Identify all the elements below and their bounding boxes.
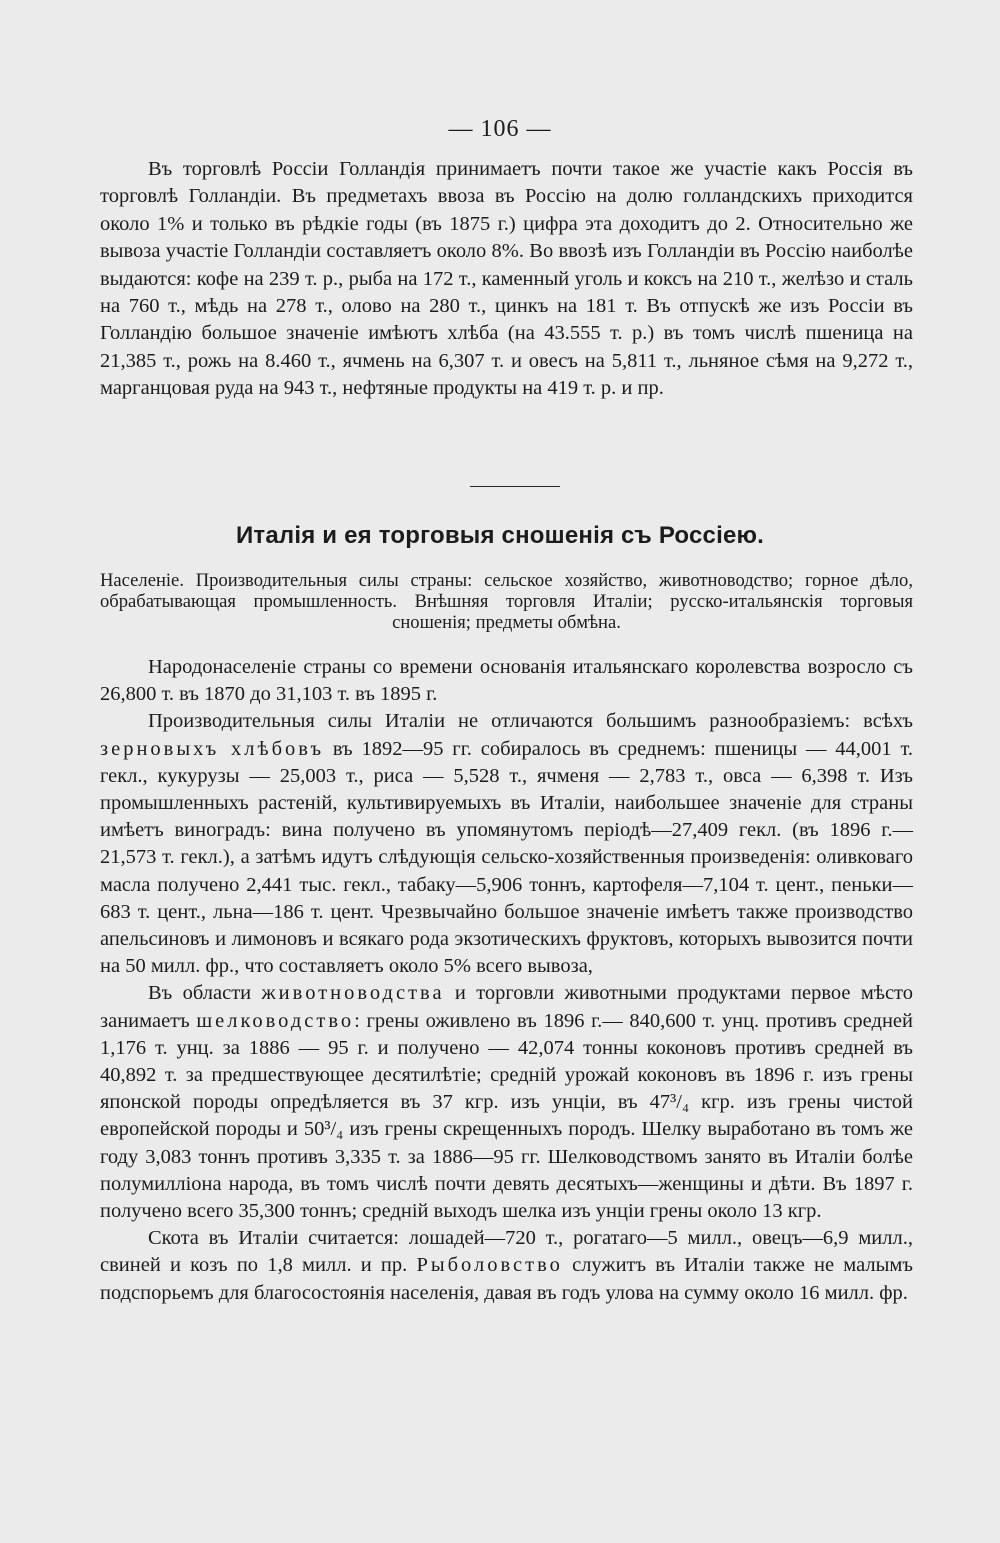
cattle-paragraph	[100, 1225, 913, 1307]
livestock-paragraph	[100, 980, 913, 1225]
cattle-text-a: Скота въ Италіи считается: лошадей—720 т., рогатаго—5 милл., овецъ—6,9 милл., свиней и козъ по 1,8 милл. и пр.	[100, 1227, 913, 1277]
cattle-text-b: служитъ въ Италіи также не малымъ подспорьемъ для благосостоянія населенія, давая въ годъ улова на сумму около 16 милл. фр.	[100, 1254, 913, 1304]
section-title: Италія и ея торговыя сношенія съ Россіею.	[235, 522, 765, 549]
agriculture-text-b: въ 1892—95 гг. собиралось въ среднемъ: пшеницы — 44,001 т. гекл., кукурузы — 25,003 т., риса — 5,528 т., ячменя — 2,783 т., овса — 6,398 т. Изъ промышленныхъ растеній, культивируемыхъ въ Италіи, наибольшее значеніе для страны имѣетъ виноградъ: вина получено въ упомянутомъ періодѣ—27,409 гекл. (въ 1896 г.—21,573 т. гекл.), а затѣмъ идутъ слѣдующія сельско-хозяйственныя произведенія: оливковаго масла получено 2,441 тыс. гекл., табаку—5,906 тоннъ, картофеля—7,104 т. цент., пеньки—683 т. цент., льна—186 т. цент. Чрезвычайно большое значеніе имѣетъ также производство апельсиновъ и лимоновъ и всякаго рода экзотическихъ фруктовъ, которыхъ вывозится почти на 50 милл. фр., что составляетъ около 5% всего вывоза,	[100, 737, 913, 978]
agriculture-spaced-term: зерновыхъ хлѣбовъ	[100, 737, 325, 760]
agriculture-text-a: Производительныя силы Италіи не отличаются большимъ разнообразіемъ: всѣхъ	[148, 710, 913, 733]
intro-block	[100, 156, 913, 403]
cattle-spaced-term: Рыболовство	[416, 1254, 563, 1277]
page-number: — 106 —	[448, 116, 552, 142]
livestock-text-a: Въ области	[148, 982, 262, 1005]
livestock-spaced-term-1: животноводства	[261, 982, 445, 1005]
livestock-text-c: : грены оживлено въ 1896 г.— 840,600 т. унц. противъ средней 1,176 т. унц. за 1886 — 95 г. и получено — 42,074 тонны коконовъ противъ средней въ 40,892 т. за предшествующее десятилѣтіе; средній урожай коконовъ въ 1896 г. изъ грены японской породы опредѣляется въ 37 кгр. изъ унціи, въ 47³/₄ кгр. изъ грены чистой европейской породы и 50³/₄ изъ грены скрещенныхъ породъ. Шелку выработано въ томъ же году 3,083 тоннъ противъ 3,335 т. за 1886—95 гг. Шелководствомъ занято въ Италіи болѣе полумилліона народа, въ томъ числѣ почти девять десятыхъ—женщины и дѣти. Въ 1897 г. получено всего 35,300 тоннъ; средній выходъ шелка изъ унціи грены около 13 кгр.	[100, 1009, 913, 1223]
population-paragraph: Народонаселеніе страны со времени основанія итальянскаго королевства возросло съ 26,800 т. въ 1870 до 31,103 т. въ 1895 г.	[100, 656, 913, 706]
livestock-text-b: и торговли животными продуктами первое мѣсто занимаетъ	[100, 982, 913, 1032]
section-body	[100, 654, 913, 1307]
intro-paragraph: Въ торговлѣ Россіи Голландія принимаетъ почти такое же участіе какъ Россія въ торговлѣ Голландіи. Въ предметахъ ввоза въ Россію на долю голландскихъ приходится около 1% и только въ рѣдкіе годы (въ 1875 г.) цифра эта доходитъ до 2. Относительно же вывоза участіе Голландіи составляетъ около 8%. Во ввозѣ изъ Голландіи въ Россію наиболѣе выдаются: кофе на 239 т. р., рыба на 172 т., каменный уголь и коксъ на 210 т., желѣзо и сталь на 760 т., мѣдь на 278 т., олово на 280 т., цинкъ на 181 т. Въ отпускѣ же изъ Россіи въ Голландію большое значеніе имѣютъ хлѣба (на 43.555 т. р.) въ томъ числѣ пшеница на 21,385 т., рожь на 8.460 т., ячмень на 6,307 т. и овесъ на 5,811 т., льняное сѣмя на 9,272 т., марганцовая руда на 943 т., нефтяные продукты на 419 т. р. и пр.	[100, 158, 913, 400]
section-summary: Населеніе. Производительныя силы страны: сельское хозяйство, животноводство; горное дѣло, обрабатывающая промышленность. Внѣшняя торговля Италіи; русско-итальянскія торговыя сношенія; предметы обмѣна.	[100, 570, 913, 633]
section-divider	[470, 486, 560, 487]
livestock-spaced-term-2: шелководство	[196, 1009, 355, 1032]
agriculture-paragraph	[100, 708, 913, 980]
